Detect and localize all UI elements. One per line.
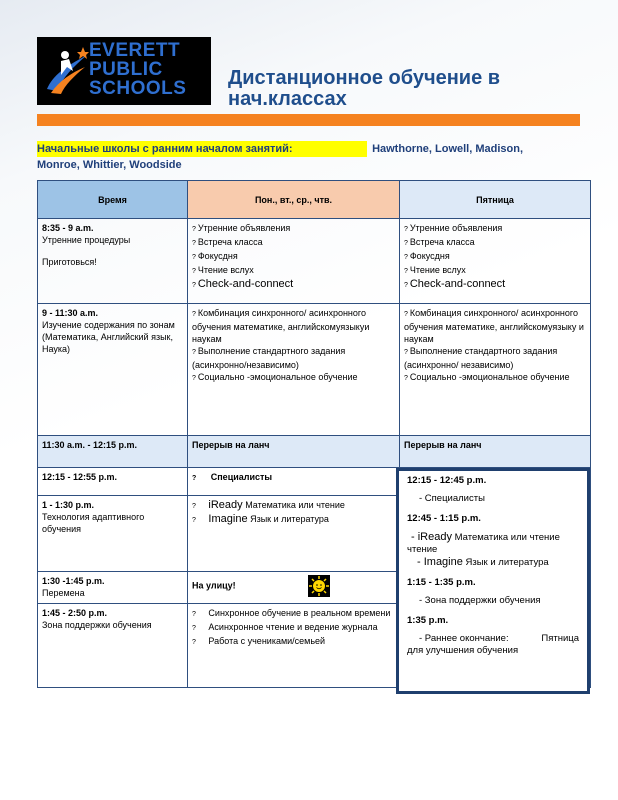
list-item: ? Чтение вслух (404, 264, 586, 278)
orange-divider (37, 114, 580, 126)
time-cell (38, 572, 188, 604)
logo-text-public: PUBLIC (89, 59, 163, 80)
friday-afternoon-box (396, 468, 590, 694)
mon-cell (188, 219, 400, 304)
friday-time: 1:15 - 1:35 p.m. (407, 577, 476, 588)
time-desc: Перемена (42, 588, 85, 598)
time-extra: Приготовься! (42, 257, 97, 267)
time-text: 1 - 1:30 p.m. (42, 500, 95, 510)
table-row (38, 436, 591, 468)
table-row (38, 304, 591, 436)
list-item: ? Комбинация синхронного/ асинхронного обучения математике, английскомуязыкуи наукам (192, 307, 395, 345)
outside-label: На улицу! (192, 580, 236, 591)
time-cell (38, 496, 188, 572)
fri-cell (400, 219, 591, 304)
page-title (228, 68, 500, 110)
smiling-sun-icon (308, 575, 330, 597)
list-item: ? Социально -эмоциональное обучение (404, 371, 586, 385)
list-item: ? Встреча класса (404, 236, 586, 250)
friday-time: 1:35 p.m. (407, 615, 449, 626)
fri-cell (400, 304, 591, 436)
runner-logo-icon (43, 45, 89, 95)
friday-desc: - Специалисты (419, 493, 485, 504)
friday-time: 12:15 - 12:45 p.m. (407, 475, 487, 486)
list-item: ? iReady Математика или чтение (192, 499, 345, 511)
list-item: ? Check-and-connect (404, 278, 586, 292)
list-item: ? Асинхронное чтение и ведение журнала (192, 622, 378, 632)
time-cell (38, 219, 188, 304)
list-item: ? Социально -эмоциональное обучение (192, 371, 395, 385)
friday-desc: чтение (407, 544, 438, 555)
time-desc: Технология адаптивного обучения (42, 512, 145, 534)
title-line-2: нач.классах (228, 88, 347, 110)
table-header-row (38, 181, 591, 219)
schools-line (37, 141, 597, 173)
time-cell: 11:30 a.m. - 12:15 p.m. (38, 436, 188, 468)
header-friday: Пятница (400, 181, 591, 219)
list-item: ? Выполнение стандартного задания (асинхронно/независимо) (192, 345, 395, 371)
list-item: ? Imagine Язык и литература (192, 513, 329, 525)
list-item: ? Фокусдня (404, 250, 586, 264)
school-logo (37, 37, 211, 105)
time-text: 9 - 11:30 a.m. (42, 308, 99, 318)
list-item: ? Синхронное обучение в реальном времени (192, 608, 391, 618)
list-item: ? Комбинация синхронного/ асинхронного обучения математике, английскомуязыку и наукам (404, 307, 586, 345)
list-item: ? Чтение вслух (192, 264, 395, 278)
time-desc: Утренние процедуры (42, 235, 131, 245)
time-desc: Изучение содержания по зонам (Математика, Английский язык, Наука) (42, 320, 175, 354)
list-item: ? Фокусдня (192, 250, 395, 264)
schools-label: Начальные школы с ранним началом занятий: (37, 141, 367, 157)
schools-list-2: Monroe, Whittier, Woodside (37, 159, 182, 171)
friday-desc: для улучшения обучения (407, 645, 519, 656)
time-cell: 12:15 - 12:55 p.m. (38, 468, 188, 496)
list-item: ? Работа с учениками/семьей (192, 636, 326, 646)
mon-cell (188, 304, 400, 436)
friday-time: 12:45 - 1:15 p.m. (407, 513, 481, 524)
list-item: ? Check-and-connect (192, 278, 395, 292)
friday-desc: - Imagine Язык и литература (417, 556, 549, 568)
time-desc: Зона поддержки обучения (42, 620, 152, 630)
friday-desc: - Раннее окончание: Пятница (419, 633, 579, 644)
time-cell (38, 604, 188, 688)
list-item: Специалисты (210, 472, 273, 482)
list-item: ? Утренние объявления (192, 222, 395, 236)
mon-cell (188, 604, 400, 688)
time-text: 8:35 - 9 a.m. (42, 223, 94, 233)
friday-desc: - iReady Математика или чтение (411, 531, 560, 543)
mon-cell (188, 572, 400, 604)
logo-text-everett: EVERETT (89, 40, 181, 61)
header-mon-thu: Пон., вт., ср., чтв. (188, 181, 400, 219)
time-text: 1:30 -1:45 p.m. (42, 576, 105, 586)
fri-cell: Перерыв на ланч (400, 436, 591, 468)
schools-list-1: Hawthorne, Lowell, Madison, (372, 143, 524, 155)
friday-desc: - Зона поддержки обучения (419, 595, 541, 606)
header-time: Время (38, 181, 188, 219)
time-text: 1:45 - 2:50 p.m. (42, 608, 108, 618)
list-item: ? Утренние объявления (404, 222, 586, 236)
list-item: ? Встреча класса (192, 236, 395, 250)
table-row (38, 219, 591, 304)
mon-cell: Перерыв на ланч (188, 436, 400, 468)
list-item: ? Выполнение стандартного задания (асинхронно/ независимо) (404, 345, 586, 371)
title-line-1: Дистанционное обучение в (228, 67, 501, 89)
time-cell (38, 304, 188, 436)
mon-cell: ? Специалисты (188, 468, 400, 496)
logo-text-schools: SCHOOLS (89, 78, 187, 99)
mon-cell (188, 496, 400, 572)
